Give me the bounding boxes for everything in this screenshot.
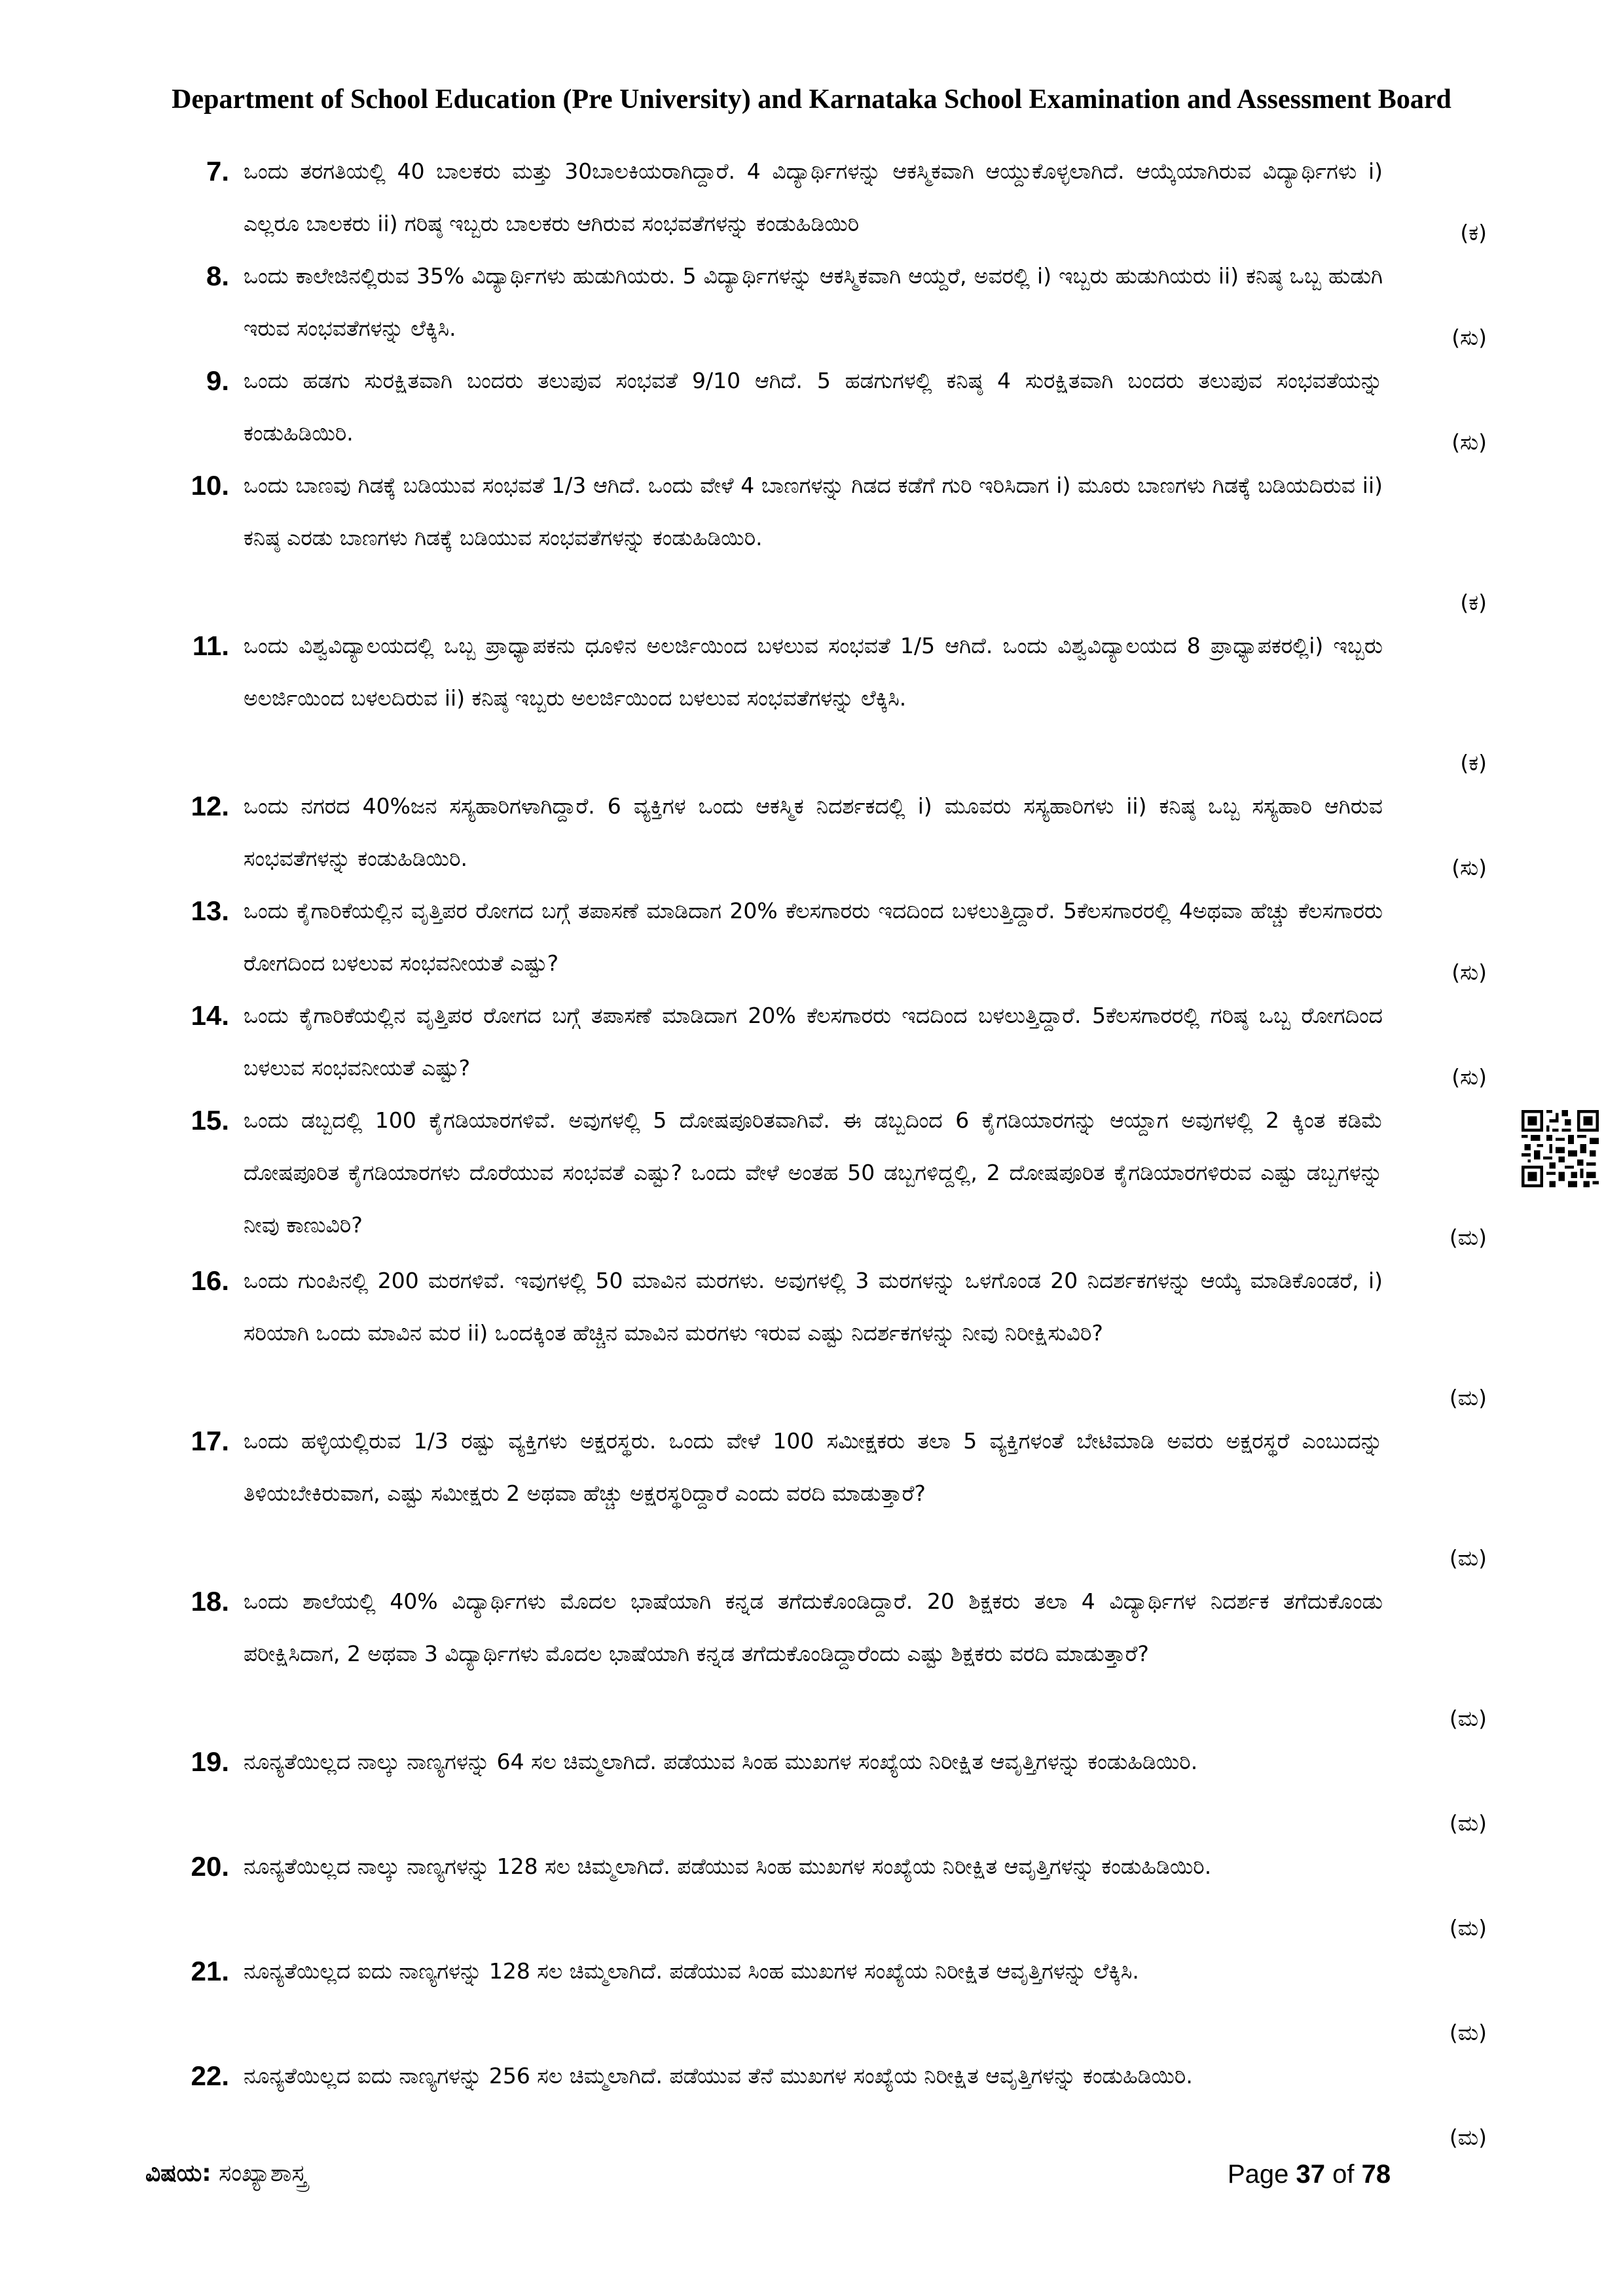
difficulty-mark: (ಮ) (1449, 1706, 1487, 1731)
question-item (0, 1945, 1623, 2050)
question-number: 14. (191, 1000, 229, 1031)
question-item (0, 885, 1623, 990)
difficulty-mark: (ಮ) (1449, 1545, 1487, 1571)
question-number: 7. (206, 156, 229, 187)
question-number: 15. (191, 1105, 229, 1136)
question-text: ನೂನ್ಯತೆಯಿಲ್ಲದ ಐದು ನಾಣ್ಯಗಳನ್ನು 256 ಸಲ ಚಿಮ್ಮಲಾಗಿದೆ. ಪಡೆಯುವ ತೆನೆ ಮುಖಗಳ ಸಂಖ್ಯೆಯ ನಿರೀಕ್ಷಿತ ಆವೃತ್ತಿಗಳನ್ನು ಕಂಡುಹಿಡಿಯಿರಿ. (244, 2063, 1193, 2089)
total-pages: 78 (1361, 2160, 1391, 2189)
of-word: of (1332, 2160, 1355, 2189)
question-text: ಒಂದು ಕೈಗಾರಿಕೆಯಲ್ಲಿನ ವೃತ್ತಿಪರ ರೋಗದ ಬಗ್ಗೆ ತಪಾಸಣೆ ಮಾಡಿದಾಗ 20% ಕೆಲಸಗಾರರು ಇದದಿಂದ ಬಳಲುತ್ತಿದ್ದಾರೆ. 5ಕೆಲಸಗಾರರಲ್ಲಿ ಗರಿಷ್ಠ ಒಬ್ಬ ರೋಗದಿಂದ ಬಳಲುವ ಸಂಭವನೀಯತೆ ಎಷ್ಟು? (244, 1003, 1383, 1081)
question-number: 9. (206, 365, 229, 396)
difficulty-mark: (ಮ) (1449, 2125, 1487, 2150)
question-number: 21. (191, 1956, 229, 1986)
qr-code-icon (1522, 1110, 1599, 1187)
question-text: ಒಂದು ಬಾಣವು ಗಿಡಕ್ಕೆ ಬಡಿಯುವ ಸಂಭವತೆ 1/3 ಆಗಿದೆ. ಒಂದು ವೇಳೆ 4 ಬಾಣಗಳನ್ನು ಗಿಡದ ಕಡೆಗೆ ಗುರಿ ಇರಿಸಿದಾಗ i) ಮೂರು ಬಾಣಗಳು ಗಿಡಕ್ಕೆ ಬಡಿಯದಿರುವ ii) ಕನಿಷ್ಠ ಎರಡು ಬಾಣಗಳು ಗಿಡಕ್ಕೆ ಬಡಿಯುವ ಸಂಭವತೆಗಳನ್ನು ಕಂಡುಹಿಡಿಯಿರಿ. (244, 473, 1383, 550)
question-text: ಒಂದು ನಗರದ 40%ಜನ ಸಸ್ಯಹಾರಿಗಳಾಗಿದ್ದಾರೆ. 6 ವ್ಯಕ್ತಿಗಳ ಒಂದು ಆಕಸ್ಮಿಕ ನಿದರ್ಶಕದಲ್ಲಿ i) ಮೂವರು ಸಸ್ಯಹಾರಿಗಳು ii) ಕನಿಷ್ಠ ಒಬ್ಬ ಸಸ್ಯಹಾರಿ ಆಗಿರುವ ಸಂಭವತೆಗಳನ್ನು ಕಂಡುಹಿಡಿಯಿರಿ. (244, 793, 1383, 871)
question-item (0, 780, 1623, 885)
page-word: Page (1228, 2160, 1289, 2189)
question-number: 10. (191, 470, 229, 501)
question-number: 19. (191, 1746, 229, 1777)
question-item (0, 355, 1623, 459)
question-item (0, 1255, 1623, 1415)
question-text: ಒಂದು ಗುಂಪಿನಲ್ಲಿ 200 ಮರಗಳಿವೆ. ಇವುಗಳಲ್ಲಿ 50 ಮಾವಿನ ಮರಗಳು. ಅವುಗಳಲ್ಲಿ 3 ಮರಗಳನ್ನು ಒಳಗೊಂಡ 20 ನಿದರ್ಶಕಗಳನ್ನು ಆಯ್ಕೆ ಮಾಡಿಕೊಂಡರೆ, i) ಸರಿಯಾಗಿ ಒಂದು ಮಾವಿನ ಮರ ii) ಒಂದಕ್ಕಿಂತ ಹೆಚ್ಚಿನ ಮಾವಿನ ಮರಗಳು ಇರುವ ಎಷ್ಟು ನಿದರ್ಶಕಗಳನ್ನು ನೀವು ನಿರೀಕ್ಷಿಸುವಿರಿ? (244, 1268, 1383, 1346)
difficulty-mark: (ಸು) (1451, 429, 1487, 455)
question-number: 17. (191, 1426, 229, 1456)
difficulty-mark: (ಸು) (1451, 325, 1487, 350)
subject-label: ವಿಷಯ: (145, 2160, 211, 2187)
question-text: ಒಂದು ತರಗತಿಯಲ್ಲಿ 40 ಬಾಲಕರು ಮತ್ತು 30ಬಾಲಕಿಯರಾಗಿದ್ದಾರೆ. 4 ವಿದ್ಯಾರ್ಥಿಗಳನ್ನು ಆಕಸ್ಮಿಕವಾಗಿ ಆಯ್ದುಕೊಳ್ಳಲಾಗಿದೆ. ಆಯ್ಕೆಯಾಗಿರುವ ವಿದ್ಯಾರ್ಥಿಗಳು i) ಎಲ್ಲರೂ ಬಾಲಕರು ii) ಗರಿಷ್ಠ ಇಬ್ಬರು ಬಾಲಕರು ಆಗಿರುವ ಸಂಭವತೆಗಳನ್ನು ಕಂಡುಹಿಡಿಯಿರಿ (244, 158, 1383, 236)
question-number: 12. (191, 791, 229, 821)
question-number: 11. (192, 630, 229, 661)
question-number: 8. (206, 260, 229, 291)
question-number: 18. (191, 1586, 229, 1617)
subject-footer (145, 2160, 307, 2187)
question-number: 13. (191, 895, 229, 926)
difficulty-mark: (ಸು) (1451, 855, 1487, 880)
question-list (0, 145, 1623, 2155)
question-text: ನೂನ್ಯತೆಯಿಲ್ಲದ ನಾಲ್ಕು ನಾಣ್ಯಗಳನ್ನು 64 ಸಲ ಚಿಮ್ಮಲಾಗಿದೆ. ಪಡೆಯುವ ಸಿಂಹ ಮುಖಗಳ ಸಂಖ್ಯೆಯ ನಿರೀಕ್ಷಿತ ಆವೃತ್ತಿಗಳನ್ನು ಕಂಡುಹಿಡಿಯಿರಿ. (244, 1749, 1198, 1774)
subject-name: ಸಂಖ್ಯಾಶಾಸ್ತ್ರ (219, 2160, 307, 2187)
page-number (1228, 2160, 1391, 2189)
page-header: Department of School Education (Pre University) and Karnataka School Examination and Assessment Board (172, 84, 1451, 115)
difficulty-mark: (ಮ) (1449, 1225, 1487, 1250)
question-item (0, 250, 1623, 355)
difficulty-mark: (ಕ) (1460, 750, 1487, 776)
question-item (0, 1840, 1623, 1945)
question-text: ಒಂದು ಕಾಲೇಜಿನಲ್ಲಿರುವ 35% ವಿದ್ಯಾರ್ಥಿಗಳು ಹುಡುಗಿಯರು. 5 ವಿದ್ಯಾರ್ಥಿಗಳನ್ನು ಆಕಸ್ಮಿಕವಾಗಿ ಆಯ್ದರೆ, ಅವರಲ್ಲಿ i) ಇಬ್ಬರು ಹುಡುಗಿಯರು ii) ಕನಿಷ್ಠ ಒಬ್ಬ ಹುಡುಗಿ ಇರುವ ಸಂಭವತೆಗಳನ್ನು ಲೆಕ್ಕಿಸಿ. (244, 263, 1383, 341)
question-item (0, 990, 1623, 1094)
question-item (0, 2050, 1623, 2155)
question-item (0, 620, 1623, 780)
difficulty-mark: (ಮ) (1449, 2020, 1487, 2045)
question-text: ಒಂದು ಹಡಗು ಸುರಕ್ಷಿತವಾಗಿ ಬಂದರು ತಲುಪುವ ಸಂಭವತೆ 9/10 ಆಗಿದೆ. 5 ಹಡಗುಗಳಲ್ಲಿ ಕನಿಷ್ಠ 4 ಸುರಕ್ಷಿತವಾಗಿ ಬಂದರು ತಲುಪುವ ಸಂಭವತೆಯನ್ನು ಕಂಡುಹಿಡಿಯಿರಿ. (244, 368, 1383, 446)
current-page: 37 (1296, 2160, 1326, 2189)
question-number: 16. (191, 1265, 229, 1296)
question-item (0, 1736, 1623, 1840)
difficulty-mark: (ಸು) (1451, 960, 1487, 985)
question-text: ಒಂದು ಹಳ್ಳಿಯಲ್ಲಿರುವ 1/3 ರಷ್ಟು ವ್ಯಕ್ತಿಗಳು ಅಕ್ಷರಸ್ಥರು. ಒಂದು ವೇಳೆ 100 ಸಮೀಕ್ಷಕರು ತಲಾ 5 ವ್ಯಕ್ತಿಗಳಂತೆ ಬೇಟಿಮಾಡಿ ಅವರು ಅಕ್ಷರಸ್ಥರೆ ಎಂಬುದನ್ನು ತಿಳಿಯಬೇಕಿರುವಾಗ, ಎಷ್ಟು ಸಮೀಕ್ಷರು 2 ಅಥವಾ ಹೆಚ್ಚು ಅಕ್ಷರಸ್ಥರಿದ್ದಾರೆ ಎಂದು ವರದಿ ಮಾಡುತ್ತಾರೆ? (244, 1428, 1383, 1506)
question-text: ನೂನ್ಯತೆಯಿಲ್ಲದ ಐದು ನಾಣ್ಯಗಳನ್ನು 128 ಸಲ ಚಿಮ್ಮಲಾಗಿದೆ. ಪಡೆಯುವ ಸಿಂಹ ಮುಖಗಳ ಸಂಖ್ಯೆಯ ನಿರೀಕ್ಷಿತ ಆವೃತ್ತಿಗಳನ್ನು ಲೆಕ್ಕಿಸಿ. (244, 1958, 1139, 1984)
question-number: 22. (191, 2060, 229, 2091)
difficulty-mark: (ಕ) (1460, 590, 1487, 615)
question-text: ಒಂದು ಕೈಗಾರಿಕೆಯಲ್ಲಿನ ವೃತ್ತಿಪರ ರೋಗದ ಬಗ್ಗೆ ತಪಾಸಣೆ ಮಾಡಿದಾಗ 20% ಕೆಲಸಗಾರರು ಇದದಿಂದ ಬಳಲುತ್ತಿದ್ದಾರೆ. 5ಕೆಲಸಗಾರರಲ್ಲಿ 4ಅಥವಾ ಹೆಚ್ಚು ಕೆಲಸಗಾರರು ರೋಗದಿಂದ ಬಳಲುವ ಸಂಭವನೀಯತೆ ಎಷ್ಟು? (244, 898, 1383, 976)
question-item (0, 145, 1623, 250)
question-text: ಒಂದು ಡಬ್ಬದಲ್ಲಿ 100 ಕೈಗಡಿಯಾರಗಳಿವೆ. ಅವುಗಳಲ್ಲಿ 5 ದೋಷಪೂರಿತವಾಗಿವೆ. ಈ ಡಬ್ಬದಿಂದ 6 ಕೈಗಡಿಯಾರಗನ್ನು ಆಯ್ದಾಗ ಅವುಗಳಲ್ಲಿ 2 ಕ್ಕಿಂತ ಕಡಿಮೆ ದೋಷಪೂರಿತ ಕೈಗಡಿಯಾರಗಳು ದೊರೆಯುವ ಸಂಭವತೆ ಎಷ್ಟು? ಒಂದು ವೇಳೆ ಅಂತಹ 50 ಡಬ್ಬಗಳಿದ್ದಲ್ಲಿ, 2 ದೋಷಪೂರಿತ ಕೈಗಡಿಯಾರಗಳಿರುವ ಎಷ್ಟು ಡಬ್ಬಗಳನ್ನು ನೀವು ಕಾಣುವಿರಿ? (244, 1107, 1383, 1238)
question-text: ಒಂದು ಶಾಲೆಯಲ್ಲಿ 40% ವಿದ್ಯಾರ್ಥಿಗಳು ಮೊದಲ ಭಾಷೆಯಾಗಿ ಕನ್ನಡ ತಗೆದುಕೊಂಡಿದ್ದಾರೆ. 20 ಶಿಕ್ಷಕರು ತಲಾ 4 ವಿದ್ಯಾರ್ಥಿಗಳ ನಿದರ್ಶಕ ತಗೆದುಕೊಂಡು ಪರೀಕ್ಷಿಸಿದಾಗ, 2 ಅಥವಾ 3 ವಿದ್ಯಾರ್ಥಿಗಳು ಮೊದಲ ಭಾಷೆಯಾಗಿ ಕನ್ನಡ ತಗೆದುಕೊಂಡಿದ್ದಾರೆಂದು ಎಷ್ಟು ಶಿಕ್ಷಕರು ವರದಿ ಮಾಡುತ್ತಾರೆ? (244, 1588, 1383, 1666)
difficulty-mark: (ಸು) (1451, 1064, 1487, 1090)
question-item (0, 1415, 1623, 1575)
difficulty-mark: (ಮ) (1449, 1385, 1487, 1410)
difficulty-mark: (ಕ) (1460, 220, 1487, 245)
question-item (0, 1094, 1623, 1255)
question-text: ಒಂದು ವಿಶ್ವವಿದ್ಯಾಲಯದಲ್ಲಿ ಒಬ್ಬ ಪ್ರಾಧ್ಯಾಪಕನು ಧೂಳಿನ ಅಲರ್ಜಿಯಿಂದ ಬಳಲುವ ಸಂಭವತೆ 1/5 ಆಗಿದೆ. ಒಂದು ವಿಶ್ವವಿದ್ಯಾಲಯದ 8 ಪ್ರಾಧ್ಯಾಪಕರಲ್ಲಿi) ಇಬ್ಬರು ಅಲರ್ಜಿಯಿಂದ ಬಳಲದಿರುವ ii) ಕನಿಷ್ಠ ಇಬ್ಬರು ಅಲರ್ಜಿಯಿಂದ ಬಳಲುವ ಸಂಭವತೆಗಳನ್ನು ಲೆಕ್ಕಿಸಿ. (244, 633, 1383, 711)
question-number: 20. (191, 1851, 229, 1882)
question-item (0, 459, 1623, 620)
difficulty-mark: (ಮ) (1449, 1810, 1487, 1836)
difficulty-mark: (ಮ) (1449, 1915, 1487, 1941)
question-text: ನೂನ್ಯತೆಯಿಲ್ಲದ ನಾಲ್ಕು ನಾಣ್ಯಗಳನ್ನು 128 ಸಲ ಚಿಮ್ಮಲಾಗಿದೆ. ಪಡೆಯುವ ಸಿಂಹ ಮುಖಗಳ ಸಂಖ್ಯೆಯ ನಿರೀಕ್ಷಿತ ಆವೃತ್ತಿಗಳನ್ನು ಕಂಡುಹಿಡಿಯಿರಿ. (244, 1854, 1212, 1879)
question-item (0, 1575, 1623, 1736)
